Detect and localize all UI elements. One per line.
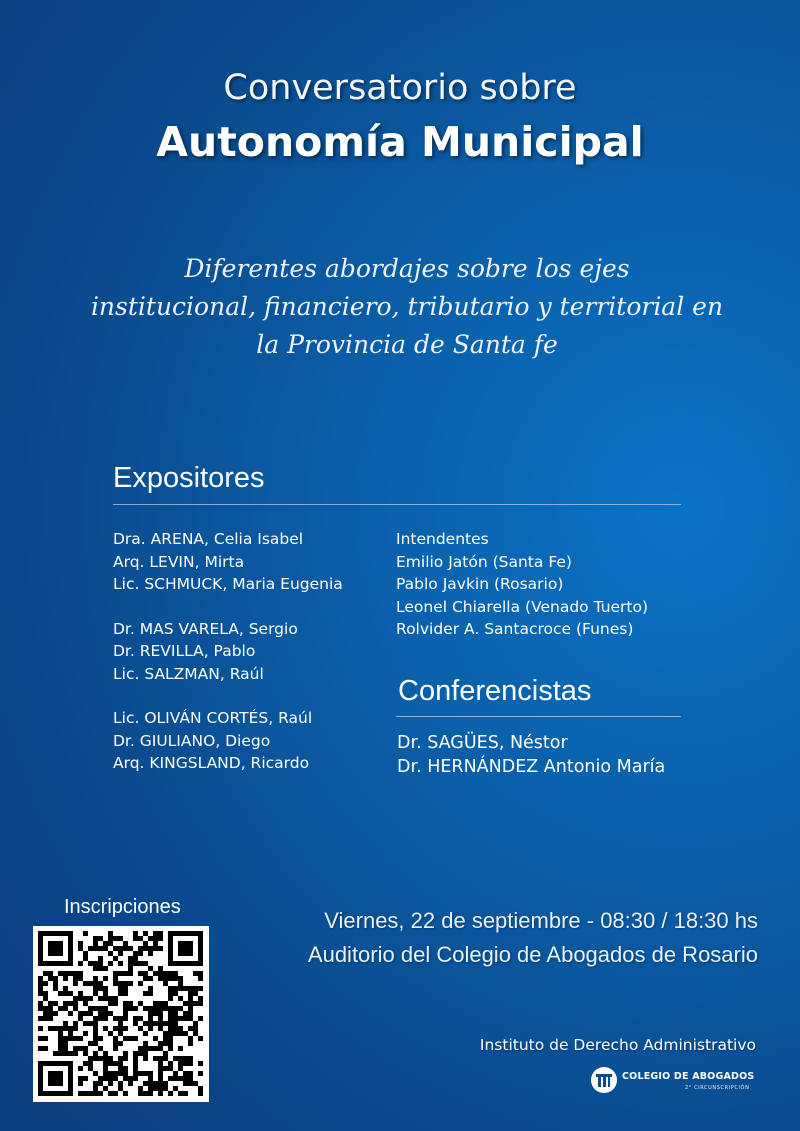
list-item: Arq. LEVIN, Mirta <box>113 552 245 571</box>
subtitle-line-2: institucional, financiero, tributario y territorial en <box>90 292 724 321</box>
subtitle <box>60 250 754 364</box>
qr-code-graphic <box>33 926 209 1102</box>
title-line-1: Conversatorio sobre <box>223 68 577 108</box>
event-venue: Auditorio del Colegio de Abogados de Rosario <box>307 942 758 967</box>
subtitle-line-3: la Provincia de Santa fe <box>256 330 558 359</box>
expositores-divider <box>113 504 681 505</box>
conferencistas-divider <box>396 716 681 717</box>
list-item: Dr. SAGÜES, Néstor <box>397 733 568 753</box>
title-main: Autonomía Municipal <box>156 118 644 166</box>
list-item: Dra. ARENA, Celia Isabel <box>113 530 304 548</box>
colegio-logo <box>590 1066 760 1096</box>
list-item: Arq. KINGSLAND, Ricardo <box>113 754 310 772</box>
inscripciones-label: Inscripciones <box>64 896 181 918</box>
list-item: Lic. SCHMUCK, Maria Eugenia <box>113 575 343 593</box>
list-item: Emilio Jatón (Santa Fe) <box>396 552 572 571</box>
logo-subtitle: 2° CIRCUNSCRIPCIÓN <box>685 1085 750 1091</box>
event-date-time: Viernes, 22 de septiembre - 08:30 / 18:30 hs <box>324 908 758 933</box>
list-item: Dr. REVILLA, Pablo <box>113 642 256 660</box>
logo-name: COLEGIO DE ABOGADOS <box>622 1071 755 1082</box>
list-item: Dr. GIULIANO, Diego <box>113 731 271 750</box>
conferencistas-heading: Conferencistas <box>398 675 592 707</box>
qr-code-icon[interactable] <box>33 926 209 1102</box>
column-logo-icon <box>590 1066 618 1094</box>
institute-name: Instituto de Derecho Administrativo <box>479 1036 756 1054</box>
list-item: Dr. MAS VARELA, Sergio <box>113 619 298 638</box>
list-item: Dr. HERNÁNDEZ Antonio María <box>397 757 666 777</box>
list-item: Lic. OLIVÁN CORTÉS, Raúl <box>113 709 313 727</box>
intendentes-list <box>396 528 648 641</box>
conferencistas-list <box>397 731 665 779</box>
expositores-heading: Expositores <box>113 462 265 494</box>
subtitle-line-1: Diferentes abordajes sobre los ejes <box>184 254 630 283</box>
expositores-list <box>113 528 343 775</box>
list-item: Lic. SALZMAN, Raúl <box>113 664 264 683</box>
list-item: Leonel Chiarella (Venado Tuerto) <box>396 597 649 616</box>
list-item: Rolvider A. Santacroce (Funes) <box>396 620 634 638</box>
list-item: Pablo Javkin (Rosario) <box>396 575 564 593</box>
intendentes-heading: Intendentes <box>396 530 489 548</box>
